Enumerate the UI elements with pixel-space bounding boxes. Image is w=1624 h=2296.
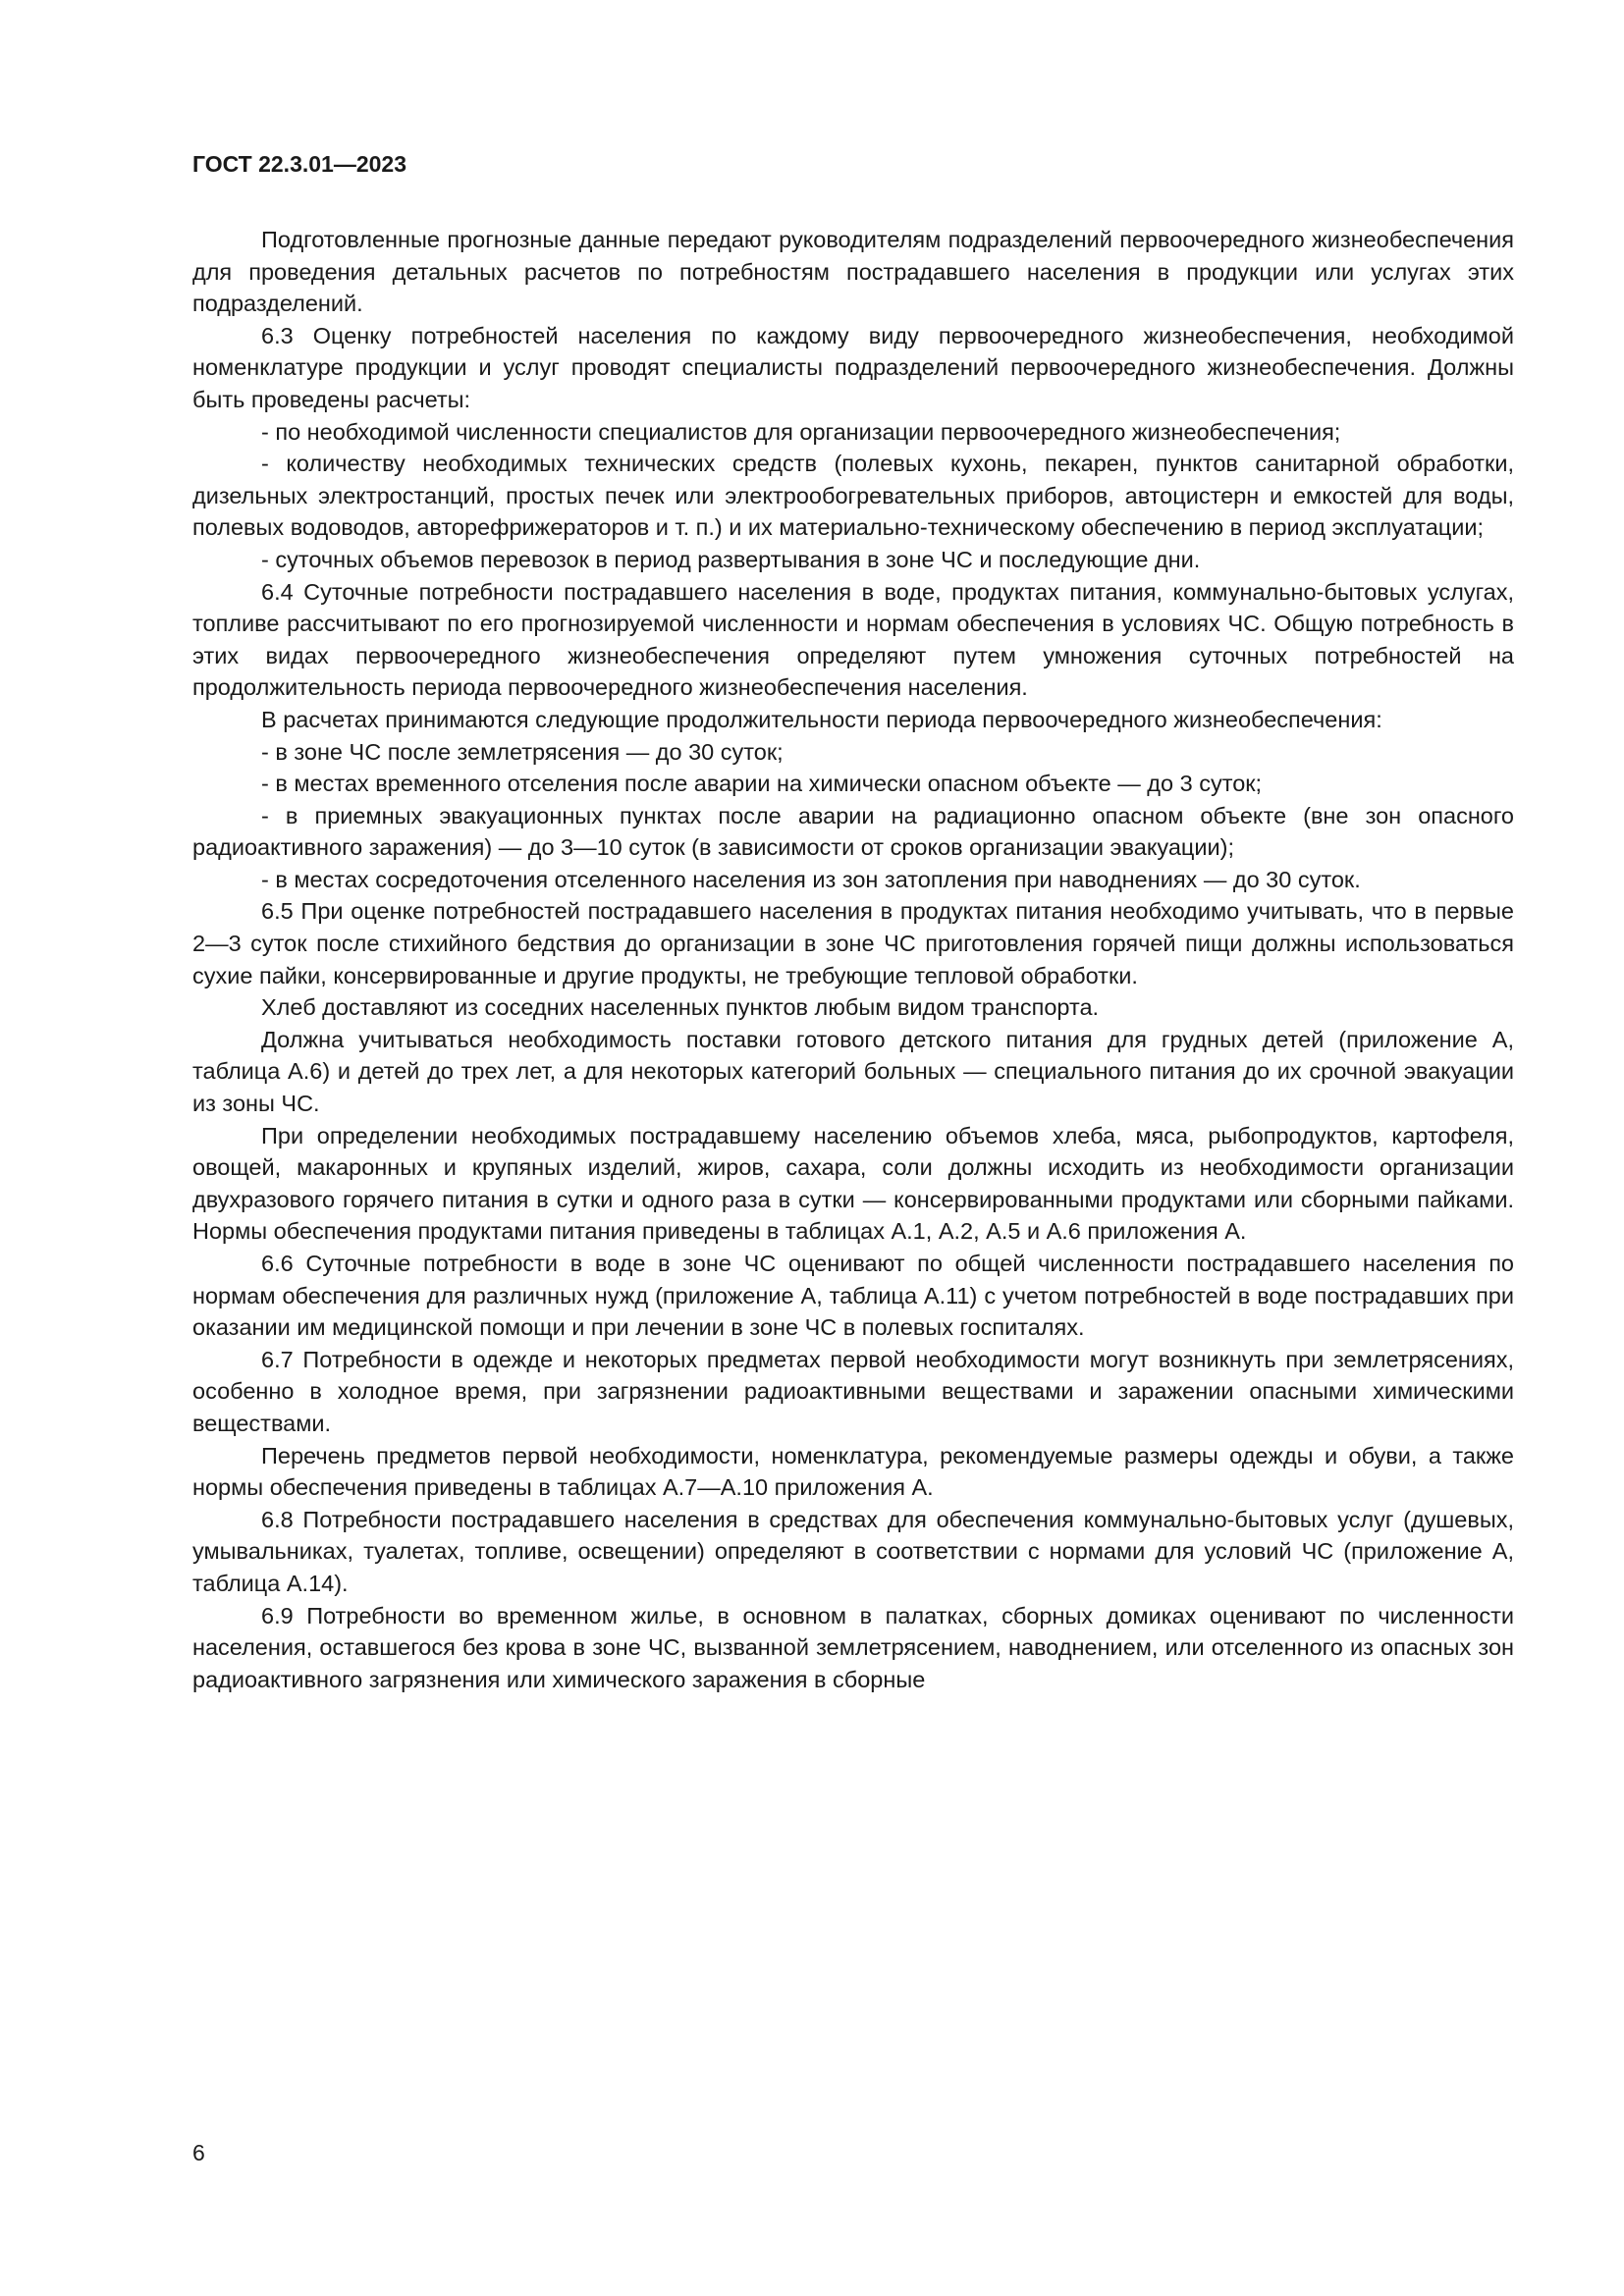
paragraph-section-6-5: 6.5 При оценке потребностей пострадавшего населения в продуктах питания необходимо учитывать, что в первые 2—3 суток после стихийного бедствия до организации в зоне ЧС приготовления горячей пищи должны использоваться сухие пайки, консервированные и другие продукты, не требующие тепловой обработки. [192,898,1514,988]
paragraph: При определении необходимых пострадавшему населению объемов хлеба, мяса, рыбопродуктов, картофеля, овощей, макаронных и крупяных изделий, жиров, сахара, соли должны исходить из необходимости организации двухразового горячего питания в сутки и одного раза в сутки — консервированными продуктами или сборными пайками. Нормы обеспечения продуктами питания приведены в таблицах А.1, А.2, А.5 и А.6 приложения А. [192,1122,1514,1245]
list-item: - в местах временного отселения после аварии на химически опасном объекте — до 3 суток; [261,771,1263,797]
list-item: - в местах сосредоточения отселенного населения из зон затопления при наводнениях — до 30 суток. [261,866,1361,892]
list-item: - суточных объемов перевозок в период развертывания в зоне ЧС и последующие дни. [261,546,1201,572]
list-item: - в зоне ЧС после землетрясения — до 30 суток; [261,738,784,765]
paragraph: В расчетах принимаются следующие продолжительности периода первоочередного жизнеобеспечения: [261,706,1382,732]
page-number: 6 [192,2140,205,2165]
paragraph: Должна учитываться необходимость поставки готового детского питания для грудных детей (приложение А, таблица А.6) и детей до трех лет, а для некоторых категорий больных — специального питания до их срочной эвакуации из зоны ЧС. [192,1026,1514,1117]
paragraph: Хлеб доставляют из соседних населенных пунктов любым видом транспорта. [261,994,1100,1021]
list-item: - по необходимой численности специалистов для организации первоочередного жизнеобеспечения; [261,418,1341,445]
paragraph-section-6-3: 6.3 Оценку потребностей населения по каждому виду первоочередного жизнеобеспечения, необходимой номенклатуре продукции и услуг проводят специалисты подразделений первоочередного жизнеобеспечения. Должны быть проведены расчеты: [192,322,1514,412]
document-body [192,224,1514,1695]
paragraph-section-6-6: 6.6 Суточные потребности в воде в зоне ЧС оценивают по общей численности пострадавшего населения по нормам обеспечения для различных нужд (приложение А, таблица А.11) с учетом потребностей в воде пострадавших при оказании им медицинской помощи и при лечении в зоне ЧС в полевых госпиталях. [192,1251,1514,1341]
paragraph-section-6-8: 6.8 Потребности пострадавшего населения в средствах для обеспечения коммунально-бытовых услуг (душевых, умывальниках, туалетах, топливе, освещении) определяют в соответствии с нормами для условий ЧС (приложение А, таблица А.14). [192,1506,1514,1596]
paragraph-section-6-4: 6.4 Суточные потребности пострадавшего населения в воде, продуктах питания, коммунально-бытовых услугах, топливе рассчитывают по его прогнозируемой численности и нормам обеспечения в условиях ЧС. Общую потребность в этих видах первоочередного жизнеобеспечения определяют путем умножения суточных потребностей на продолжительность периода первоочередного жизнеобеспечения населения. [192,578,1514,701]
paragraph: Перечень предметов первой необходимости, номенклатура, рекомендуемые размеры одежды и обуви, а также нормы обеспечения приведены в таблицах А.7—А.10 приложения А. [192,1442,1514,1501]
paragraph: Подготовленные прогнозные данные передают руководителям подразделений первоочередного жизнеобеспечения для проведения детальных расчетов по потребностям пострадавшего населения в продукции или услугах этих подразделений. [192,227,1514,317]
list-item: - количеству необходимых технических средств (полевых кухонь, пекарен, пунктов санитарной обработки, дизельных электростанций, простых печек или электрообогревательных приборов, автоцистерн и емкостей для воды, полевых водоводов, авторефрижераторов и т. п.) и их материально-техническому обеспечению в период эксплуатации; [192,451,1514,541]
paragraph-section-6-9: 6.9 Потребности во временном жилье, в основном в палатках, сборных домиках оценивают по численности населения, оставшегося без крова в зоне ЧС, вызванной землетрясением, наводнением, или отселенного из опасных зон радиоактивного загрязнения или химического заражения в сборные [192,1602,1514,1692]
document-header: ГОСТ 22.3.01—2023 [192,151,407,177]
paragraph-section-6-7: 6.7 Потребности в одежде и некоторых предметах первой необходимости могут возникнуть при землетрясениях, особенно в холодное время, при загрязнении радиоактивными веществами и заражении опасными химическими веществами. [192,1346,1514,1436]
list-item: - в приемных эвакуационных пунктах после аварии на радиационно опасном объекте (вне зон опасного радиоактивного заражения) — до 3—10 суток (в зависимости от сроков организации эвакуации); [192,802,1514,861]
